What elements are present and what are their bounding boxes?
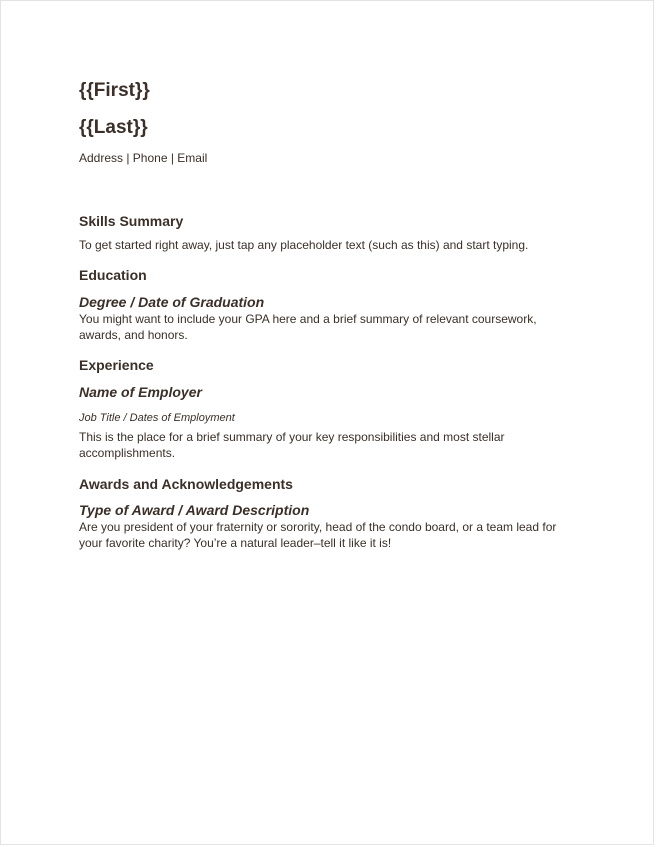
- experience-heading[interactable]: Experience: [79, 357, 154, 373]
- awards-text[interactable]: Are you president of your fraternity or sorority, head of the condo board, or a team lead for your favorite charity? You’re a natural leader–tell it like it is!: [79, 520, 557, 550]
- skills-text[interactable]: To get started right away, just tap any placeholder text (such as this) and start typing.: [79, 238, 529, 252]
- awards-heading[interactable]: Awards and Acknowledgements: [79, 476, 293, 492]
- last-name[interactable]: {{Last}}: [79, 117, 148, 138]
- employer-subheading[interactable]: Name of Employer: [79, 384, 202, 400]
- award-subheading[interactable]: Type of Award / Award Description: [79, 502, 310, 518]
- degree-subheading[interactable]: Degree / Date of Graduation: [79, 294, 265, 310]
- education-text[interactable]: You might want to include your GPA here and a brief summary of relevant coursework, awards, and honors.: [79, 312, 537, 342]
- experience-text[interactable]: This is the place for a brief summary of your key responsibilities and most stellar accomplishments.: [79, 430, 505, 460]
- education-heading[interactable]: Education: [79, 267, 147, 283]
- resume-content: [79, 79, 579, 551]
- skills-heading[interactable]: Skills Summary: [79, 213, 184, 229]
- contact-line[interactable]: Address | Phone | Email: [79, 151, 208, 165]
- job-title[interactable]: Job Title / Dates of Employment: [79, 412, 235, 424]
- first-name[interactable]: {{First}}: [79, 80, 150, 101]
